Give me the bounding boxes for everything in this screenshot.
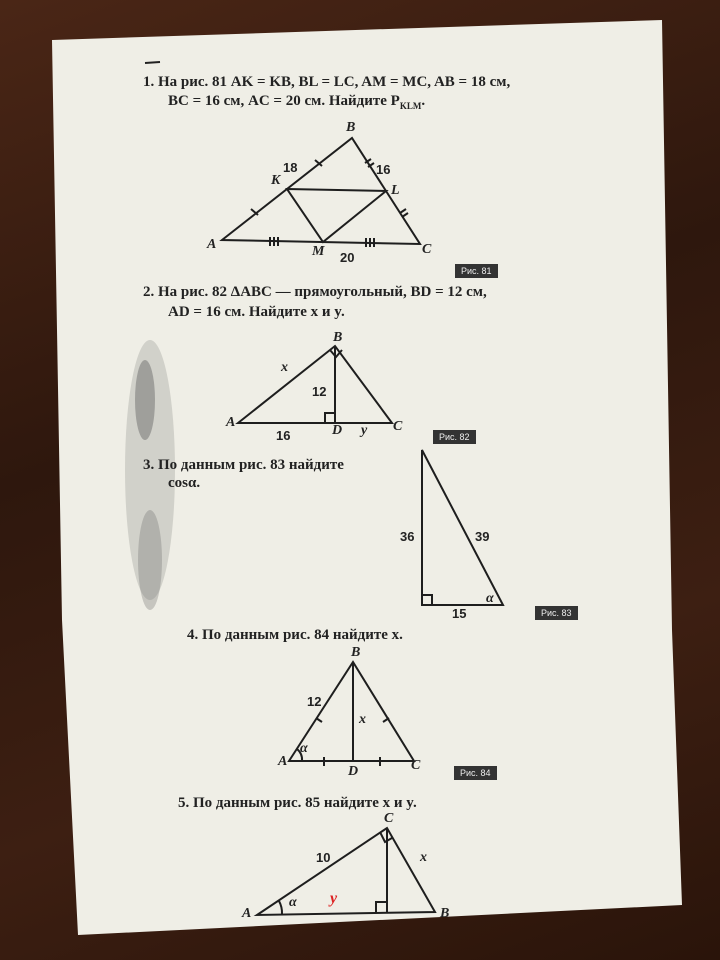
fig81-label-C: C [422, 242, 432, 257]
fig83-value-base: 15 [452, 606, 467, 621]
fig82-label-A: A [226, 415, 236, 430]
problem-3-line1: 3. По данным рис. 83 найдите [143, 457, 344, 473]
fig85-label-x: x [420, 850, 427, 865]
fig81-label-L: L [391, 183, 400, 198]
fig84-label-C: C [411, 758, 421, 773]
fig84-label-A: A [278, 754, 288, 769]
fig82-label-x: x [281, 360, 288, 375]
fig82-label-y: y [361, 423, 368, 438]
fig85-label-A: A [242, 906, 252, 921]
problem-1-line2-text: BC = 16 см, AC = 20 см. Найдите P [168, 93, 400, 109]
fig85-value-ac: 10 [316, 850, 331, 865]
fig85-label-C: C [384, 811, 394, 826]
problem-2-line1: 2. На рис. 82 ΔABC — прямоугольный, BD = 12 см, [143, 284, 487, 300]
fig83-value-hyp: 39 [475, 529, 490, 544]
fig85-handwritten-y: y [330, 890, 338, 907]
fig81-value-bc: 16 [376, 162, 391, 177]
fig83-angle-alpha: α [486, 591, 494, 606]
fig84-label-D: D [348, 764, 359, 779]
problem-3-line2: cosα. [168, 475, 201, 491]
fig81-label-B: B [346, 120, 356, 135]
fig84-label-x: x [359, 712, 366, 727]
problem-5-line1: 5. По данным рис. 85 найдите x и y. [178, 795, 417, 811]
fig81-label-K: K [271, 173, 281, 188]
fig84-label-B: B [351, 645, 361, 660]
fig82-value-ad: 16 [276, 428, 291, 443]
fig84-value-ab: 12 [307, 694, 322, 709]
fig82-label-B: B [333, 330, 343, 345]
fig85-label-B: B [440, 906, 450, 921]
fig81-label-M: M [312, 244, 325, 259]
fig83-value-leg: 36 [400, 529, 415, 544]
problem-1-line2 [168, 93, 425, 115]
fig82-label-C: C [393, 419, 403, 434]
fig83-caption: Рис. 83 [535, 606, 578, 620]
fig81-value-ab: 18 [283, 160, 298, 175]
problem-2-line2: AD = 16 см. Найдите x и y. [168, 304, 345, 320]
fig81-caption: Рис. 81 [455, 264, 498, 278]
problem-4-line1: 4. По данным рис. 84 найдите x. [187, 627, 403, 643]
problem-1-line1: 1. На рис. 81 AK = KB, BL = LC, AM = MC, AB = 18 см, [143, 74, 511, 90]
fig84-caption: Рис. 84 [454, 766, 497, 780]
fig81-label-A: A [207, 237, 217, 252]
fig82-caption: Рис. 82 [433, 430, 476, 444]
fig82-label-D: D [332, 423, 343, 438]
perimeter-subscript: KLM [399, 101, 422, 111]
fig81-value-ac: 20 [340, 250, 355, 265]
fig85-angle-alpha: α [289, 895, 297, 910]
problem-1-line2-end: . [421, 93, 426, 109]
fig82-value-bd: 12 [312, 384, 327, 399]
fig84-angle-alpha: α [300, 741, 308, 756]
